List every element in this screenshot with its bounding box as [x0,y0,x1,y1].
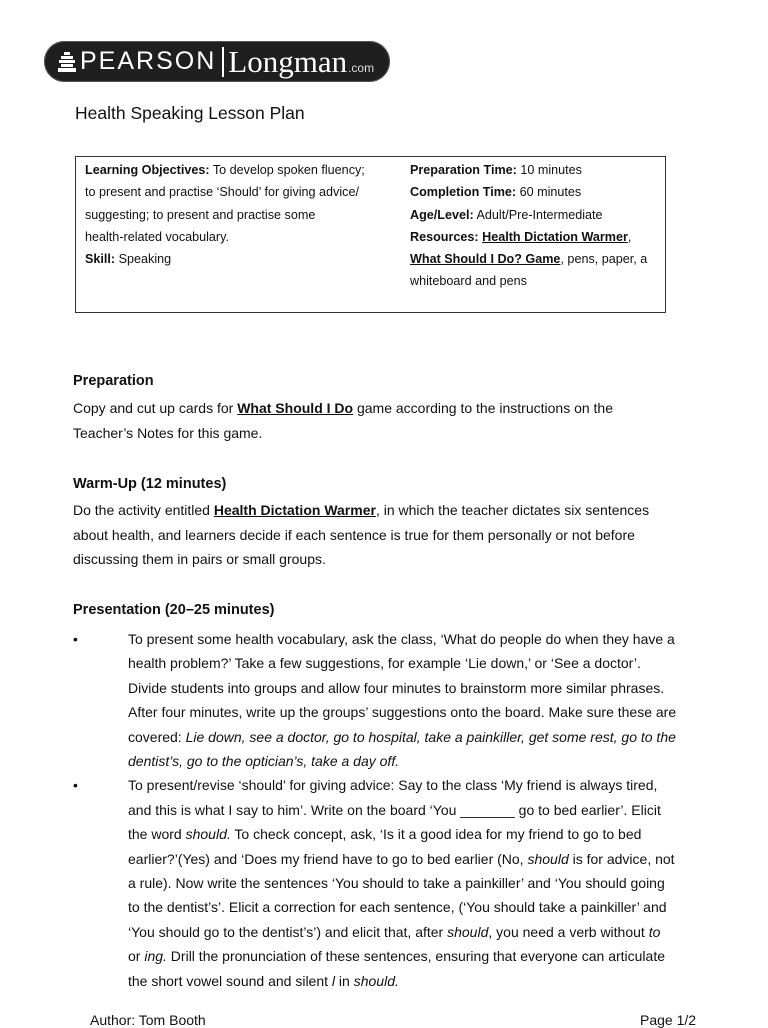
bullet2-line-6: to the dentist’s’. Elicit a correction for each sentence, (‘You should take a painkiller’ and [128,899,667,916]
bullet1-line-2: health problem?’ Take a few suggestions, for example ‘Lie down,’ or ‘See a doctor’. [128,655,641,672]
completion-time-label: Completion Time: [410,185,517,200]
prep-time-value: 10 minutes [520,163,582,177]
objectives-label: Learning Objectives: [85,163,210,177]
summary-right-column [410,159,665,293]
footer-author: Author: Tom Booth [90,1012,206,1028]
bullet2-line-7-pre: ‘You should go to the dentist’s’) and elicit that, after [128,923,448,940]
prep-time-label: Preparation Time: [410,163,517,177]
warmup-text-pre: Do the activity entitled [73,502,214,518]
warmup-health-dictation-link[interactable]: Health Dictation Warmer [213,502,376,518]
warmup-line-2: about health, and learners decide if each sentence is true for them personally or not before [73,526,635,543]
presentation-bullet-list [73,627,693,993]
bullet2-line-7-italic: should [447,923,489,940]
footer-page-number: Page 1/2 [640,1012,697,1028]
skill-value: Speaking [118,252,172,267]
preparation-heading: Preparation [73,373,154,389]
bullet1-line-4: After four minutes, write up the groups’ suggestions onto the board. Make sure these are [128,704,677,721]
objectives-line-2: to present and practise ‘Should’ for giving advice/ [85,185,359,200]
logo-divider [222,47,224,77]
list-item [73,773,693,993]
preparation-paragraph [73,396,693,445]
preparation-text-pre: Copy and cut up cards for [73,400,238,416]
resources-tail: , pens, paper, a [560,252,648,267]
bullet2-line-4-italic: should [527,850,569,867]
bullet2-line-3-pre: the word [128,826,186,843]
what-should-i-do-link[interactable]: What Should I Do [237,400,354,416]
preparation-line-2: Teacher’s Notes for this game. [73,424,263,441]
bullet2-line-4-post: is for advice, not [568,850,675,867]
bullet2-line-2: and this is what I say to him’. Write on the board ‘You _______ go to bed earlier’. Elicit [128,801,661,818]
level-label: Age/Level: [410,207,474,222]
list-item [73,627,693,773]
preparation-text-post: game according to the instructions on the [353,400,614,416]
bullet2-line-8-italic: ing. [144,948,167,965]
bullet1-covered-label: covered: [128,728,186,745]
logo-pearson-text: PEARSON [80,47,217,75]
level-value: Adult/Pre-Intermediate [476,207,603,222]
bullet2-line-3-italic: should. [185,826,231,843]
bullet2-line-1: To present/revise ‘should’ for giving advice: Say to the class ‘My friend is always tired, [128,777,658,794]
bullet2-line-9-italic-2: should. [353,972,399,989]
objectives-line-3: suggesting; to present and practise some [85,207,316,222]
bullet2-line-8-post: Drill the pronunciation of these sentences, ensuring that everyone can articulate [166,948,665,965]
warmup-paragraph [73,498,693,572]
bullet2-line-4-pre: earlier?’(Yes) and ‘Does my friend have to go to bed earlier (No, [128,850,528,867]
health-dictation-warmer-link[interactable]: Health Dictation Warmer [482,229,628,244]
bullet2-line-8-pre: or [128,948,145,965]
bullet2-line-7-mid: , you need a verb without [488,923,649,940]
bullet2-line-9-pre: the short vowel sound and silent [128,972,332,989]
warmup-line-3: discussing them in pairs or small groups. [73,551,326,568]
objectives-line-4: health-related vocabulary. [85,229,229,244]
bullet2-line-5: a rule). Now write the sentences ‘You should to take a painkiller’ and ‘You should going [128,875,665,892]
bullet2-line-9-italic: l [331,972,336,989]
bullet1-covered-list-end: dentist’s, go to the optician’s, take a day off. [128,753,400,770]
logo-longman-text: Longman [228,44,348,79]
resources-tail-2: whiteboard and pens [410,274,527,289]
warmup-heading: Warm-Up (12 minutes) [73,476,227,492]
bullet1-covered-list: Lie down, see a doctor, go to hospital, take a painkiller, get some rest, go to the [185,728,676,745]
bullet-dot-icon: • [73,631,78,647]
lesson-summary-box [75,156,666,313]
bullet-dot-icon: • [73,777,78,794]
warmup-text-post: , in which the teacher dictates six sentences [375,502,650,518]
what-should-i-do-game-link[interactable]: What Should I Do? Game [410,252,561,267]
bullet2-line-9-mid: in [335,972,354,989]
resources-comma: , [627,229,632,244]
bullet1-line-1: To present some health vocabulary, ask the class, ‘What do people do when they have a [128,631,675,647]
bullet2-line-3-post: To check concept, ask, ‘Is it a good idea for my friend to go to bed [230,826,642,843]
summary-left-column [85,159,385,270]
completion-time-value: 60 minutes [519,185,582,200]
bullet2-line-7-italic-2: to [648,923,661,940]
pearson-longman-logo [44,41,390,82]
objectives-line-1: To develop spoken fluency; [212,163,365,177]
skill-label: Skill: [85,252,116,267]
logo-dotcom-text: .com [348,60,375,75]
bullet1-line-3: Divide students into groups and allow four minutes to brainstorm more similar phrases. [128,679,665,696]
presentation-heading: Presentation (20–25 minutes) [73,602,275,618]
pearson-emblem-icon [58,51,76,73]
page-title: Health Speaking Lesson Plan [75,103,305,123]
resources-label: Resources: [410,229,479,244]
